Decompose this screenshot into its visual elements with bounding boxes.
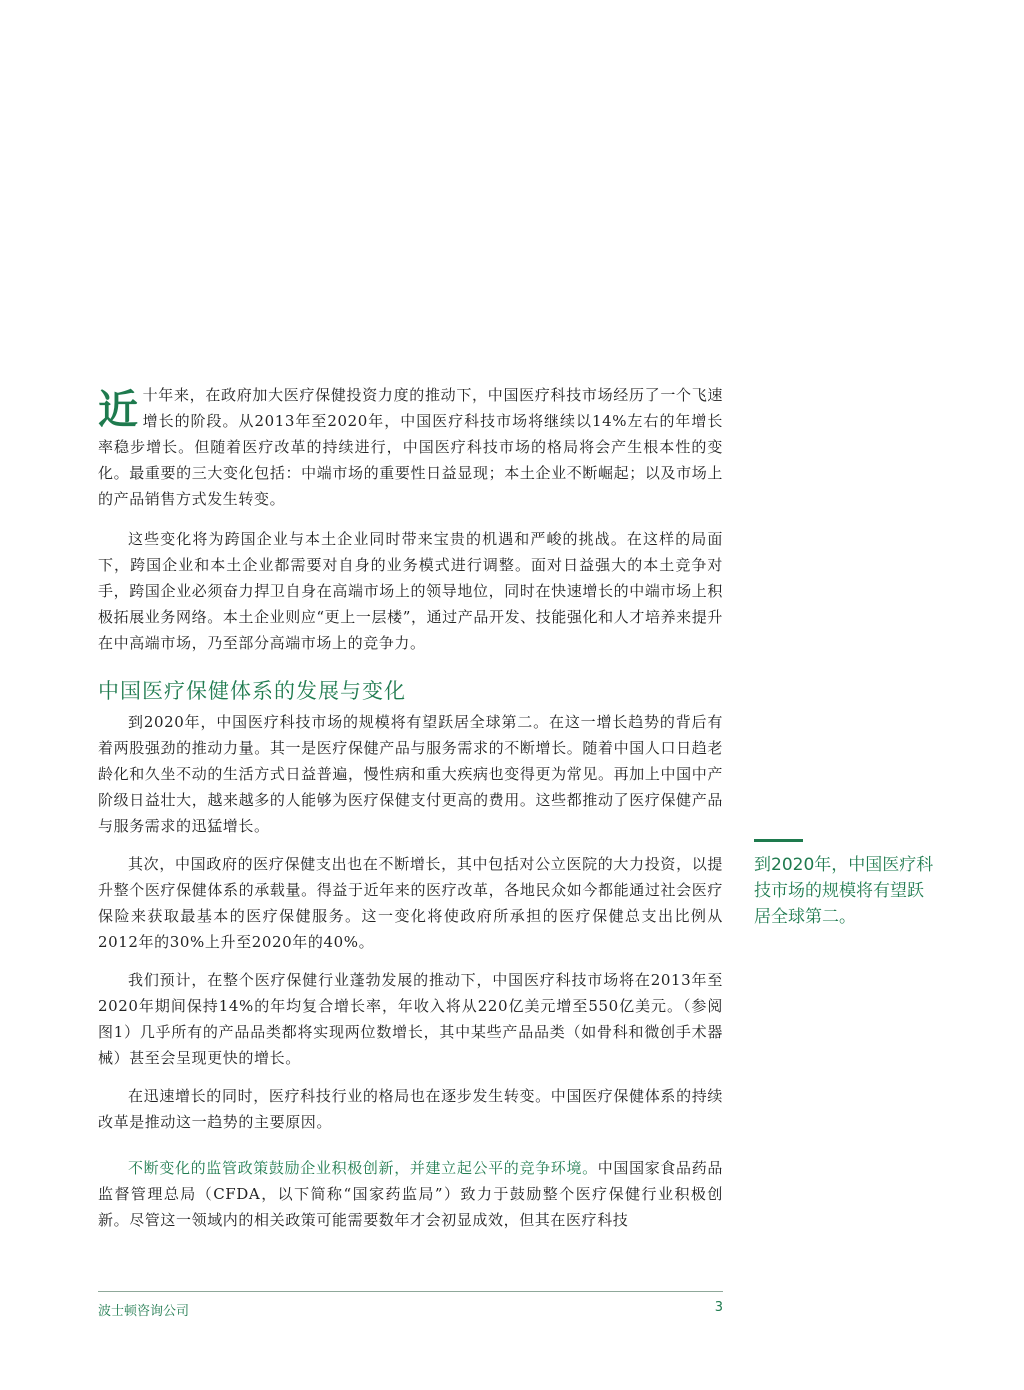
pull-quote-rule [754,839,803,842]
paragraph-regulation [98,1155,723,1233]
paragraph-government-spending: 其次，中国政府的医疗保健支出也在不断增长，其中包括对公立医院的大力投资，以提升整个医疗保健体系的承载量。得益于近年来的医疗改革，各地民众如今都能通过社会医疗保险来获取最基本的医疗保健服务。这一变化将使政府所承担的医疗保健总支出比例从2012年的30%上升至2020年的40%。 [98,855,723,951]
paragraph-challenges: 这些变化将为跨国企业与本土企业同时带来宝贵的机遇和严峻的挑战。在这样的局面下，跨国企业和本土企业都需要对自身的业务模式进行调整。面对日益强大的本土竞争对手，跨国企业必须奋力捍卫自身在高端市场上的领导地位，同时在快速增长的中端市场上积极拓展业务网络。本土企业则应“更上一层楼”，通过产品开发、技能强化和人才培养来提升在中高端市场，乃至部分高端市场上的竞争力。 [98,530,723,652]
drop-cap: 近 [98,386,139,433]
paragraph-landscape: 在迅速增长的同时，医疗科技行业的格局也在逐步发生转变。中国医疗保健体系的持续改革是推动这一趋势的主要原因。 [98,1087,723,1131]
intro-text: 十年来，在政府加大医疗保健投资力度的推动下，中国医疗科技市场经历了一个飞速增长的阶段。从2013年至2020年，中国医疗科技市场将继续以14%左右的年增长率稳步增长。但随着医疗改革的持续进行，中国医疗科技市场的格局将会产生根本性的变化。最重要的三大变化包括：中端市场的重要性日益显现；本土企业不断崛起；以及市场上的产品销售方式发生转变。 [98,386,723,508]
footer-divider [98,1291,723,1292]
paragraph-drivers: 到2020年，中国医疗科技市场的规模将有望跃居全球第二。在这一增长趋势的背后有着两股强劲的推动力量。其一是医疗保健产品与服务需求的不断增长。随着中国人口日趋老龄化和久坐不动的生活方式日益普遍，慢性病和重大疾病也变得更为常见。再加上中国中产阶级日益壮大，越来越多的人能够为医疗保健支付更高的费用。这些都推动了医疗保健产品与服务需求的迅猛增长。 [98,713,723,835]
intro-paragraph [98,382,723,512]
regulation-text: 中国国家食品药品监督管理总局（CFDA，以下简称“国家药监局”）致力于鼓励整个医疗保健行业积极创新。尽管这一领域内的相关政策可能需要数年才会初显成效，但其在医疗科技 [98,1159,723,1229]
regulation-lead: 不断变化的监管政策鼓励企业积极创新，并建立起公平的竞争环境。 [128,1159,598,1177]
paragraph-forecast: 我们预计，在整个医疗保健行业蓬勃发展的推动下，中国医疗科技市场将在2013年至2020年期间保持14%的年均复合增长率，年收入将从220亿美元增至550亿美元。（参阅图1）几乎所有的产品品类都将实现两位数增长，其中某些产品品类（如骨科和微创手术器械）甚至会呈现更快的增长。 [98,971,723,1067]
pull-quote: 到2020年，中国医疗科技市场的规模将有望跃居全球第二。 [754,855,934,927]
footer-company: 波士顿咨询公司 [98,1304,190,1319]
page-number: 3 [714,1300,723,1315]
section-heading: 中国医疗保健体系的发展与变化 [98,679,406,703]
